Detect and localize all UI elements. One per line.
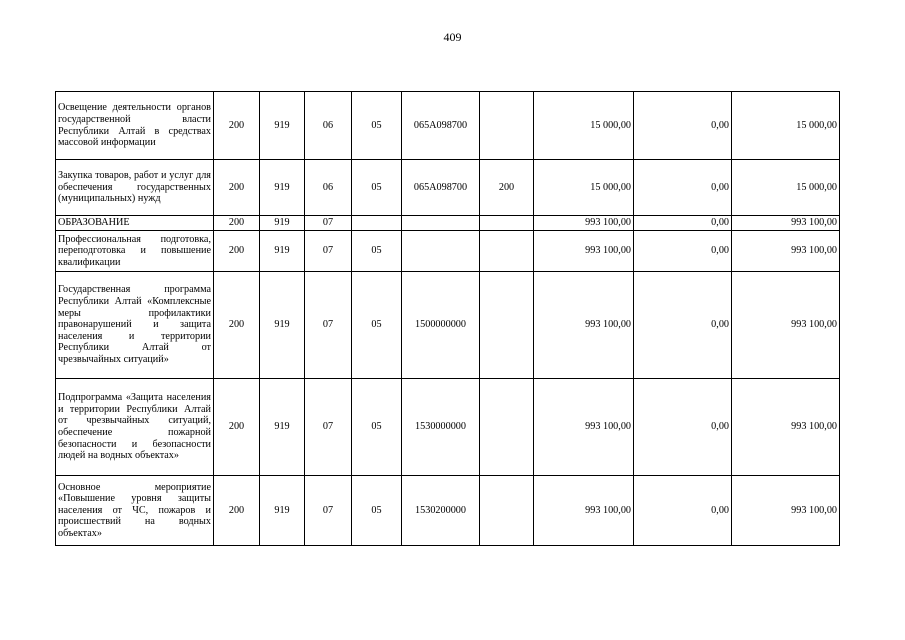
cell-sum-3: 993 100,00 bbox=[732, 272, 840, 379]
cell-sum-2: 0,00 bbox=[634, 92, 732, 160]
cell-sum-2: 0,00 bbox=[634, 216, 732, 231]
cell-sum-1: 993 100,00 bbox=[534, 231, 634, 272]
cell-target-article: 065A098700 bbox=[402, 92, 480, 160]
cell-sum-3: 993 100,00 bbox=[732, 231, 840, 272]
cell-section: 07 bbox=[305, 231, 352, 272]
cell-sum-2: 0,00 bbox=[634, 272, 732, 379]
cell-target-article: 1500000000 bbox=[402, 272, 480, 379]
cell-sum-1: 15 000,00 bbox=[534, 160, 634, 216]
row-name: Государственная программа Республики Алтай «Комплексные меры профилактики правонарушений и защита населения и территории Республики Алтай от чрезвычайных ситуаций» bbox=[56, 272, 214, 379]
cell-section: 06 bbox=[305, 160, 352, 216]
cell-sum-2: 0,00 bbox=[634, 379, 732, 476]
cell-sum-3: 993 100,00 bbox=[732, 476, 840, 546]
cell-sum-1: 993 100,00 bbox=[534, 216, 634, 231]
row-name: Основное мероприятие «Повышение уровня защиты населения от ЧС, пожаров и происшествий на водных объектах» bbox=[56, 476, 214, 546]
cell-subsection: 05 bbox=[352, 476, 402, 546]
cell-ministry-code: 919 bbox=[260, 476, 305, 546]
cell-sum-3: 993 100,00 bbox=[732, 379, 840, 476]
cell-subsection: 05 bbox=[352, 379, 402, 476]
row-name: Профессиональная подготовка, переподготовка и повышение квалификации bbox=[56, 231, 214, 272]
cell-target-article: 1530000000 bbox=[402, 379, 480, 476]
cell-subsection: 05 bbox=[352, 231, 402, 272]
cell-ministry-code: 919 bbox=[260, 231, 305, 272]
cell-section: 07 bbox=[305, 216, 352, 231]
cell-admin-code: 200 bbox=[214, 272, 260, 379]
cell-admin-code: 200 bbox=[214, 92, 260, 160]
cell-expense-type bbox=[480, 476, 534, 546]
cell-sum-2: 0,00 bbox=[634, 231, 732, 272]
cell-target-article bbox=[402, 216, 480, 231]
cell-target-article bbox=[402, 231, 480, 272]
cell-expense-type bbox=[480, 92, 534, 160]
row-name: ОБРАЗОВАНИЕ bbox=[56, 216, 214, 231]
cell-sum-1: 15 000,00 bbox=[534, 92, 634, 160]
cell-ministry-code: 919 bbox=[260, 379, 305, 476]
cell-expense-type: 200 bbox=[480, 160, 534, 216]
cell-subsection: 05 bbox=[352, 92, 402, 160]
table-row bbox=[56, 160, 840, 216]
table-row bbox=[56, 476, 840, 546]
cell-expense-type bbox=[480, 272, 534, 379]
cell-admin-code: 200 bbox=[214, 476, 260, 546]
cell-sum-3: 993 100,00 bbox=[732, 216, 840, 231]
cell-section: 07 bbox=[305, 476, 352, 546]
cell-sum-1: 993 100,00 bbox=[534, 272, 634, 379]
cell-sum-1: 993 100,00 bbox=[534, 476, 634, 546]
table-row bbox=[56, 379, 840, 476]
table-row bbox=[56, 231, 840, 272]
cell-sum-1: 993 100,00 bbox=[534, 379, 634, 476]
row-name: Освещение деятельности органов государственной власти Республики Алтай в средствах массовой информации bbox=[56, 92, 214, 160]
row-name: Подпрограмма «Защита населения и территории Республики Алтай от чрезвычайных ситуаций, обеспечение пожарной безопасности и безопасности людей на водных объектах» bbox=[56, 379, 214, 476]
cell-sum-2: 0,00 bbox=[634, 160, 732, 216]
table-row bbox=[56, 272, 840, 379]
cell-expense-type bbox=[480, 216, 534, 231]
cell-ministry-code: 919 bbox=[260, 92, 305, 160]
cell-ministry-code: 919 bbox=[260, 160, 305, 216]
cell-admin-code: 200 bbox=[214, 216, 260, 231]
cell-admin-code: 200 bbox=[214, 231, 260, 272]
cell-subsection: 05 bbox=[352, 272, 402, 379]
cell-section: 07 bbox=[305, 379, 352, 476]
cell-section: 07 bbox=[305, 272, 352, 379]
cell-admin-code: 200 bbox=[214, 160, 260, 216]
cell-sum-3: 15 000,00 bbox=[732, 160, 840, 216]
cell-subsection: 05 bbox=[352, 160, 402, 216]
table-row bbox=[56, 92, 840, 160]
row-name: Закупка товаров, работ и услуг для обеспечения государственных (муниципальных) нужд bbox=[56, 160, 214, 216]
cell-ministry-code: 919 bbox=[260, 272, 305, 379]
cell-sum-3: 15 000,00 bbox=[732, 92, 840, 160]
cell-expense-type bbox=[480, 231, 534, 272]
cell-subsection bbox=[352, 216, 402, 231]
cell-section: 06 bbox=[305, 92, 352, 160]
budget-table bbox=[55, 91, 840, 546]
cell-sum-2: 0,00 bbox=[634, 476, 732, 546]
page-number: 409 bbox=[443, 30, 462, 44]
cell-target-article: 1530200000 bbox=[402, 476, 480, 546]
cell-target-article: 065A098700 bbox=[402, 160, 480, 216]
cell-expense-type bbox=[480, 379, 534, 476]
cell-ministry-code: 919 bbox=[260, 216, 305, 231]
cell-admin-code: 200 bbox=[214, 379, 260, 476]
table-row bbox=[56, 216, 840, 231]
